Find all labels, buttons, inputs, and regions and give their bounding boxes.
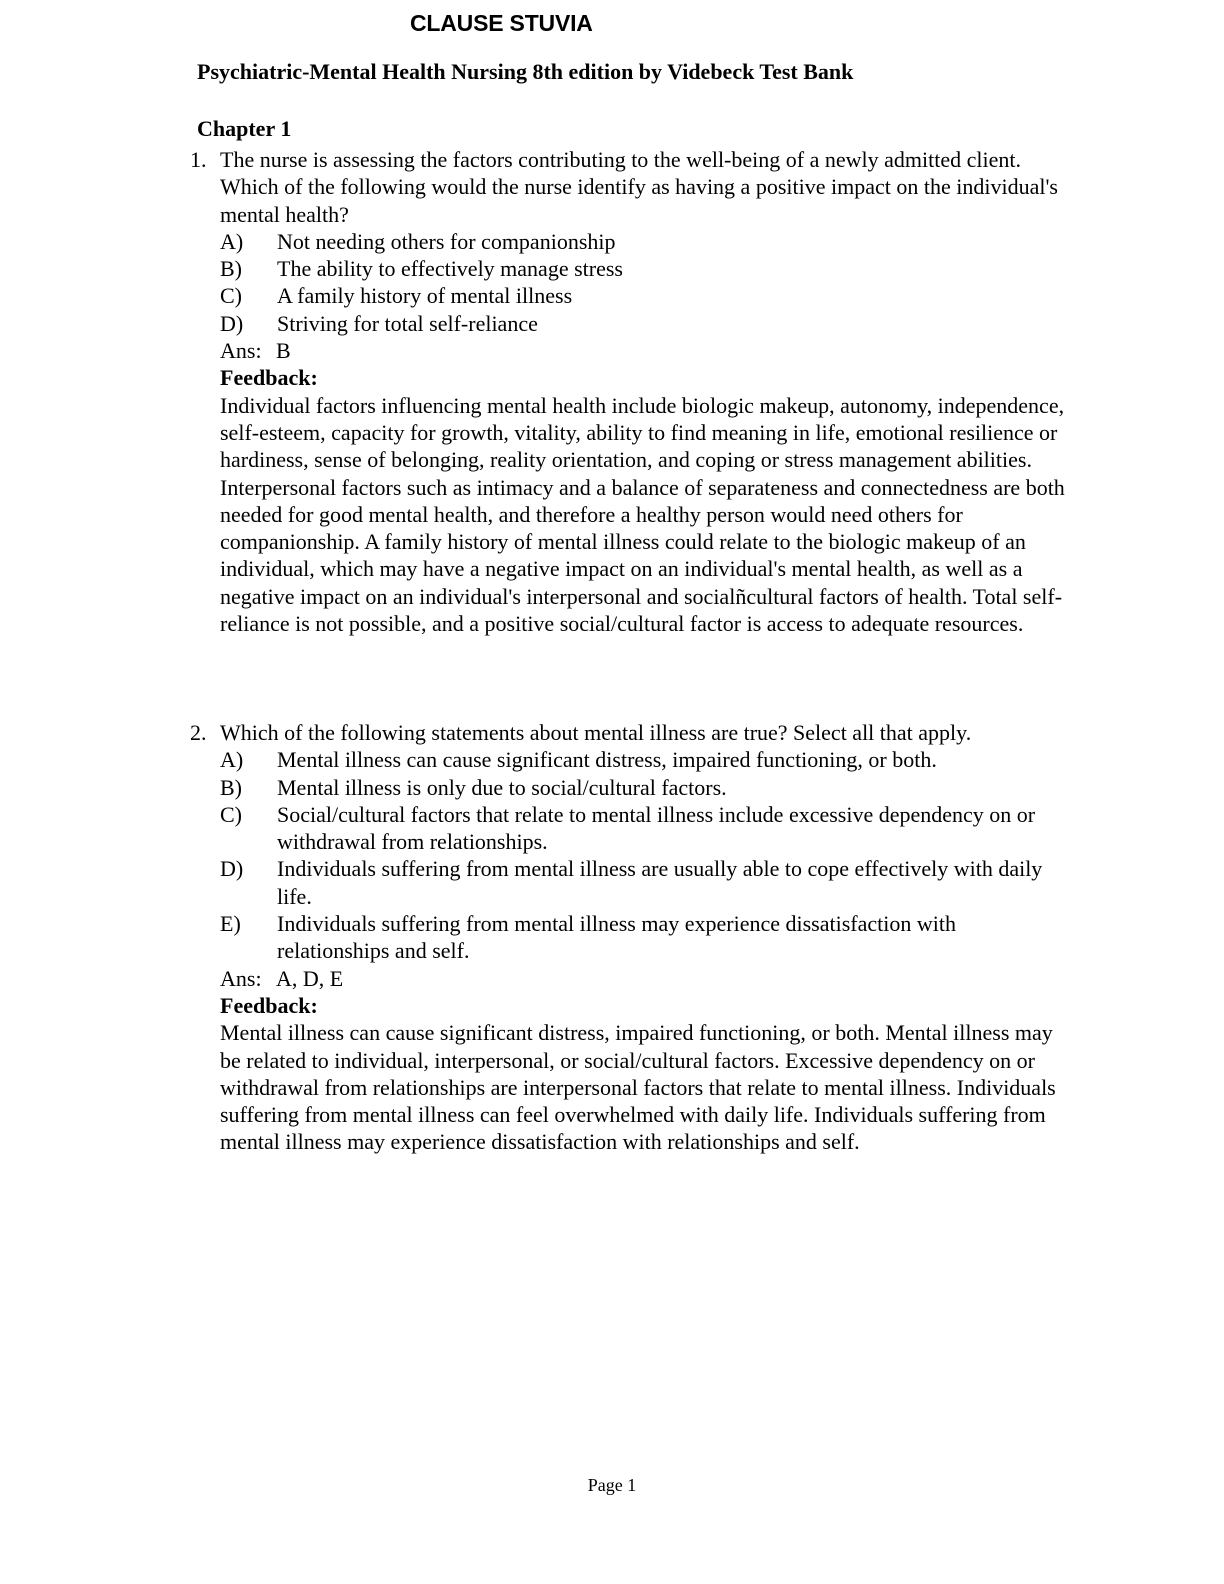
document-title: Psychiatric-Mental Health Nursing 8th edition by Videbeck Test Bank <box>197 59 854 84</box>
option-letter: A) <box>220 747 244 773</box>
option-letter: C) <box>220 283 242 309</box>
option-letter: E) <box>220 911 241 937</box>
option-a <box>220 746 1070 773</box>
question-1 <box>190 146 1070 637</box>
option-text: Mental illness can cause significant distress, impaired functioning, or both. <box>277 747 937 773</box>
option-text: Not needing others for companionship <box>277 228 616 254</box>
option-letter: D) <box>220 310 244 336</box>
feedback-text: Individual factors influencing mental health include biologic makeup, autonomy, independence, self-esteem, capacity for growth, vitality, ability to find meaning in life, emotional resilience or hardiness, sense of belonging, reality orientation, and coping or stress management abilities. Interpersonal factors such as intimacy and a balance of separateness and connectedness are both needed for good mental health, and therefore a healthy person would need others for companionship. A family history of mental illness could relate to the biologic makeup of an individual, which may have a negative impact on an individual's mental health, as well as a negative impact on an individual's interpersonal and socialñcultural factors of health. Total self-reliance is not possible, and a positive social/cultural factor is access to adequate resources. <box>220 392 1065 637</box>
answer-row <box>220 965 1070 992</box>
option-letter: C) <box>220 801 242 827</box>
answer-label: Ans: <box>220 965 262 991</box>
option-text: A family history of mental illness <box>277 283 573 309</box>
answer-value: B <box>276 338 291 364</box>
option-letter: B) <box>220 256 242 282</box>
option-b <box>220 774 1070 801</box>
question-2 <box>190 719 1070 1156</box>
option-d <box>220 855 1070 910</box>
option-b <box>220 255 1070 282</box>
page-number: Page 1 <box>587 1475 637 1495</box>
chapter-heading: Chapter 1 <box>197 116 292 141</box>
option-letter: A) <box>220 228 244 254</box>
option-text: Mental illness is only due to social/cultural factors. <box>277 774 727 800</box>
option-c <box>220 801 1070 856</box>
option-d <box>220 310 1070 337</box>
question-stem: The nurse is assessing the factors contributing to the well-being of a newly admitted client. Which of the following would the nurse identify as having a positive impact on the individual's mental health? <box>220 147 1058 227</box>
option-text: Individuals suffering from mental illness are usually able to cope effectively with daily life. <box>277 856 1043 909</box>
answer-label: Ans: <box>220 338 262 364</box>
option-a <box>220 228 1070 255</box>
feedback-text: Mental illness can cause significant distress, impaired functioning, or both. Mental illness may be related to individual, interpersonal, or social/cultural factors. Excessive dependency on or withdrawal from relationships are interpersonal factors that relate to mental illness. Individuals suffering from mental illness can feel overwhelmed with daily life. Individuals suffering from mental illness may experience dissatisfaction with relationships and self. <box>220 1020 1056 1155</box>
option-text: Striving for total self-reliance <box>277 310 538 336</box>
option-text: Individuals suffering from mental illness may experience dissatisfaction with relationships and self. <box>277 911 956 964</box>
question-stem: Which of the following statements about mental illness are true? Select all that apply. <box>220 720 972 745</box>
option-e <box>220 910 1070 965</box>
feedback-label: Feedback: <box>220 992 318 1018</box>
brand-header: CLAUSE STUVIA <box>410 10 593 36</box>
feedback-label: Feedback: <box>220 365 318 391</box>
answer-row <box>220 337 1070 364</box>
option-text: The ability to effectively manage stress <box>277 256 623 282</box>
question-number: 1. <box>190 147 207 172</box>
answer-value: A, D, E <box>276 965 344 991</box>
option-letter: B) <box>220 774 242 800</box>
option-letter: D) <box>220 856 244 882</box>
option-text: Social/cultural factors that relate to mental illness include excessive dependency on or withdrawal from relationships. <box>277 801 1036 855</box>
question-number: 2. <box>190 720 207 745</box>
option-c <box>220 282 1070 309</box>
